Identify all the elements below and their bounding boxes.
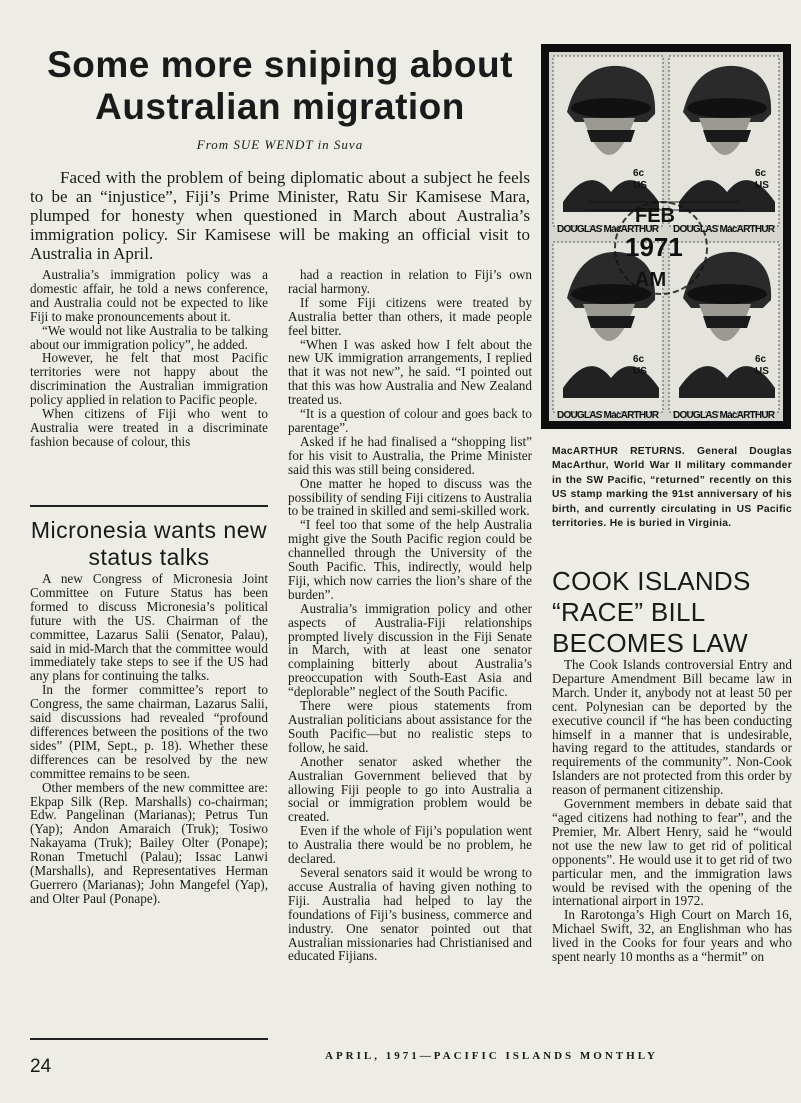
country-label: US (755, 366, 769, 377)
page-number: 24 (30, 1056, 52, 1077)
photo-caption: MacARTHUR RETURNS. General Douglas MacArthur, World War II military commander in the SW Pacific, “returned” recently on this US stamp marking the 91st anniversary of his birth, and currently circulating in US Pacific territories. He is buried in Virginia. (552, 446, 792, 530)
paragraph: Another senator asked whether the Australian Government believed that by allowing Fiji people to go into Australia a social or immigration problem would be created. (288, 753, 532, 825)
paragraph: “When I was asked how I felt about the new UK immigration arrangements, I replied that it was not new”, he said. “I pointed out that this was how Australia and New Zealand treated us. (288, 336, 532, 408)
paragraph: A new Congress of Micronesia Joint Committee on Future Status has been formed to discuss Micronesia’s political future with the US. Chairman of the committee, Lazarus Salii (Senator, Palau), said in mid-March that the committee would immediately take steps to see if the US had any plans for continuing the talks. (30, 571, 268, 684)
article-headline: Some more sniping about Australian migration (47, 44, 513, 127)
stamp-bottom-left (553, 242, 663, 412)
paragraph: “I feel too that some of the help Australia might give the South Pacific region could be channelled through the University of the South Pacific. This, indirectly, would help Fiji, which now carries the lion’s share of the burden”. (288, 517, 532, 602)
paragraph: One matter he hoped to discuss was the possibility of sending Fiji citizens to Australia to be trained in skilled and semi-skilled work. (288, 475, 532, 519)
country-label: US (633, 180, 647, 191)
paragraph: had a reaction in relation to Fiji’s own racial harmony. (288, 267, 532, 296)
postmark-time: AM (635, 269, 667, 291)
column-1 (30, 268, 268, 449)
paragraph: In the former committee’s report to Congress, the same chairman, Lazarus Salii, said discussions had revealed “profound differences between the positions of the two sides” (PIM, Sept., p. 18). Whether these differences can be resolved by the new committee remains to be seen. (30, 682, 268, 781)
paragraph: Even if the whole of Fiji’s population went to Australia there would be no problem, he declared. (288, 823, 532, 867)
intro-paragraph: Faced with the problem of being diplomatic about a subject he feels to be an “injustice”, Fiji’s Prime Minister, Ratu Sir Kamisese Mara, plumped for honesty when questioned in March about Australia’s immigration policy. Sir Kamisese will be making an official visit to Australia in April. (30, 168, 530, 263)
paragraph: In Rarotonga’s High Court on March 16, Michael Swift, 32, an Englishman who has lived in the Cooks for four years and who spent nearly 10 months as a “hermit” on (552, 907, 792, 965)
micronesia-headline: Micronesia wants new status talks (30, 517, 268, 570)
stamp-top-right (669, 56, 779, 226)
paragraph: Several senators said it would be wrong to accuse Australia of having given nothing to Fiji. Australia had helped to lay the foundations of Fiji’s business, commerce and industry. One senator pointed out that Australian missionaries had Christianised and educated Fijians. (288, 864, 532, 964)
paragraph: Australia’s immigration policy was a domestic affair, he told a news conference, and Australia could not be expected to like Fiji to make pronouncements about it. (30, 267, 268, 324)
denomination-label: 6c (755, 168, 767, 179)
cook-islands-headline (552, 566, 792, 659)
stamp-top-left (553, 56, 663, 226)
paragraph: If some Fiji citizens were treated by Australia better than others, it made people feel bitter. (288, 294, 532, 338)
paragraph: “It is a question of colour and goes back to parentage”. (288, 406, 532, 435)
micronesia-article (30, 572, 268, 906)
column-2 (288, 268, 532, 963)
paragraph: Government members in debate said that “aged citizens had nothing to fear”, and the Premier, Mr. Albert Henry, said he “would not use the new law to get rid of political opponents”. He would use it to get rid of two particular men, and the immigration laws would be revised with the opening of the international airport in 1972. (552, 796, 792, 909)
postmark-year: 1971 (625, 232, 683, 262)
paragraph: “We would not like Australia to be talking about our immigration policy”, he added. (30, 322, 268, 352)
country-label: US (633, 366, 647, 377)
country-label: US (755, 180, 769, 191)
headline-line: “RACE” BILL (552, 597, 706, 627)
stamp-name-label: DOUGLAS MacARTHUR (557, 224, 659, 235)
stamp-name-label: DOUGLAS MacARTHUR (673, 224, 775, 235)
headline-line: BECOMES LAW (552, 628, 748, 658)
stamp-name-label: DOUGLAS MacARTHUR (557, 410, 659, 421)
denomination-label: 6c (633, 168, 645, 179)
stamp-photo (541, 44, 791, 429)
byline: From SUE WENDT in Suva (196, 137, 364, 152)
paragraph: Asked if he had finalised a “shopping list” for his visit to Australia, the Prime Minister said this was still being considered. (288, 433, 532, 477)
stamp-illustration (549, 52, 783, 421)
cook-islands-article (552, 658, 792, 964)
stamp-bottom-right (669, 242, 779, 412)
postmark-month: FEB (635, 205, 675, 227)
running-footer: APRIL, 1971—PACIFIC ISLANDS MONTHLY (325, 1050, 658, 1062)
stamp-block (549, 52, 783, 421)
denomination-label: 6c (633, 354, 645, 365)
section-divider (30, 1038, 268, 1040)
headline-line: COOK ISLANDS (552, 566, 751, 596)
paragraph: There were pious statements from Australian politicians about assistance for the South Pacific—but no realistic steps to follow, he said. (288, 698, 532, 755)
paragraph: When citizens of Fiji who went to Australia were treated in a discriminate fashion because of colour, this (30, 406, 268, 449)
paragraph: However, he felt that most Pacific territories were not happy about the discrimination the Australian immigration policy applied in relation to Pacific people. (30, 350, 268, 408)
paragraph: The Cook Islands controversial Entry and Departure Amendment Bill became law in March. Under it, anybody not at least 50 per cent. Polynesian can be deported by the executive council if “he has been conducting himself in a manner that is undesirable, having regard to the attitudes, standards or requirements of the community”. Non-Cook Islanders are not protected from this order by reason of permanent citizenship. (552, 657, 792, 798)
denomination-label: 6c (755, 354, 767, 365)
paragraph: Other members of the new committee are: Ekpap Silk (Rep. Marshalls) co-chairman; Edw. Pangelinan (Marianas); Petrus Tun (Yap); Andon Amaraich (Truk); Tosiwo Nakayama (Truk); Bailey Olter (Ponape); Ronan Tmetuchl (Palau); Issac Lanwi (Marshalls), and Representatives Herman Guerrero (Marianas); John Mangefel (Yap), and Olter Paul (Ponape). (30, 779, 268, 906)
paragraph: Australia’s immigration policy and other aspects of Australia-Fiji relationships prompted lively discussion in the Fiji Senate in March, with at least one senator complaining bitterly about Australia’s preoccupation with South-East Asia and “deplorable” neglect of the South Pacific. (288, 600, 532, 700)
stamp-name-label: DOUGLAS MacARTHUR (673, 410, 775, 421)
section-divider (30, 505, 268, 507)
